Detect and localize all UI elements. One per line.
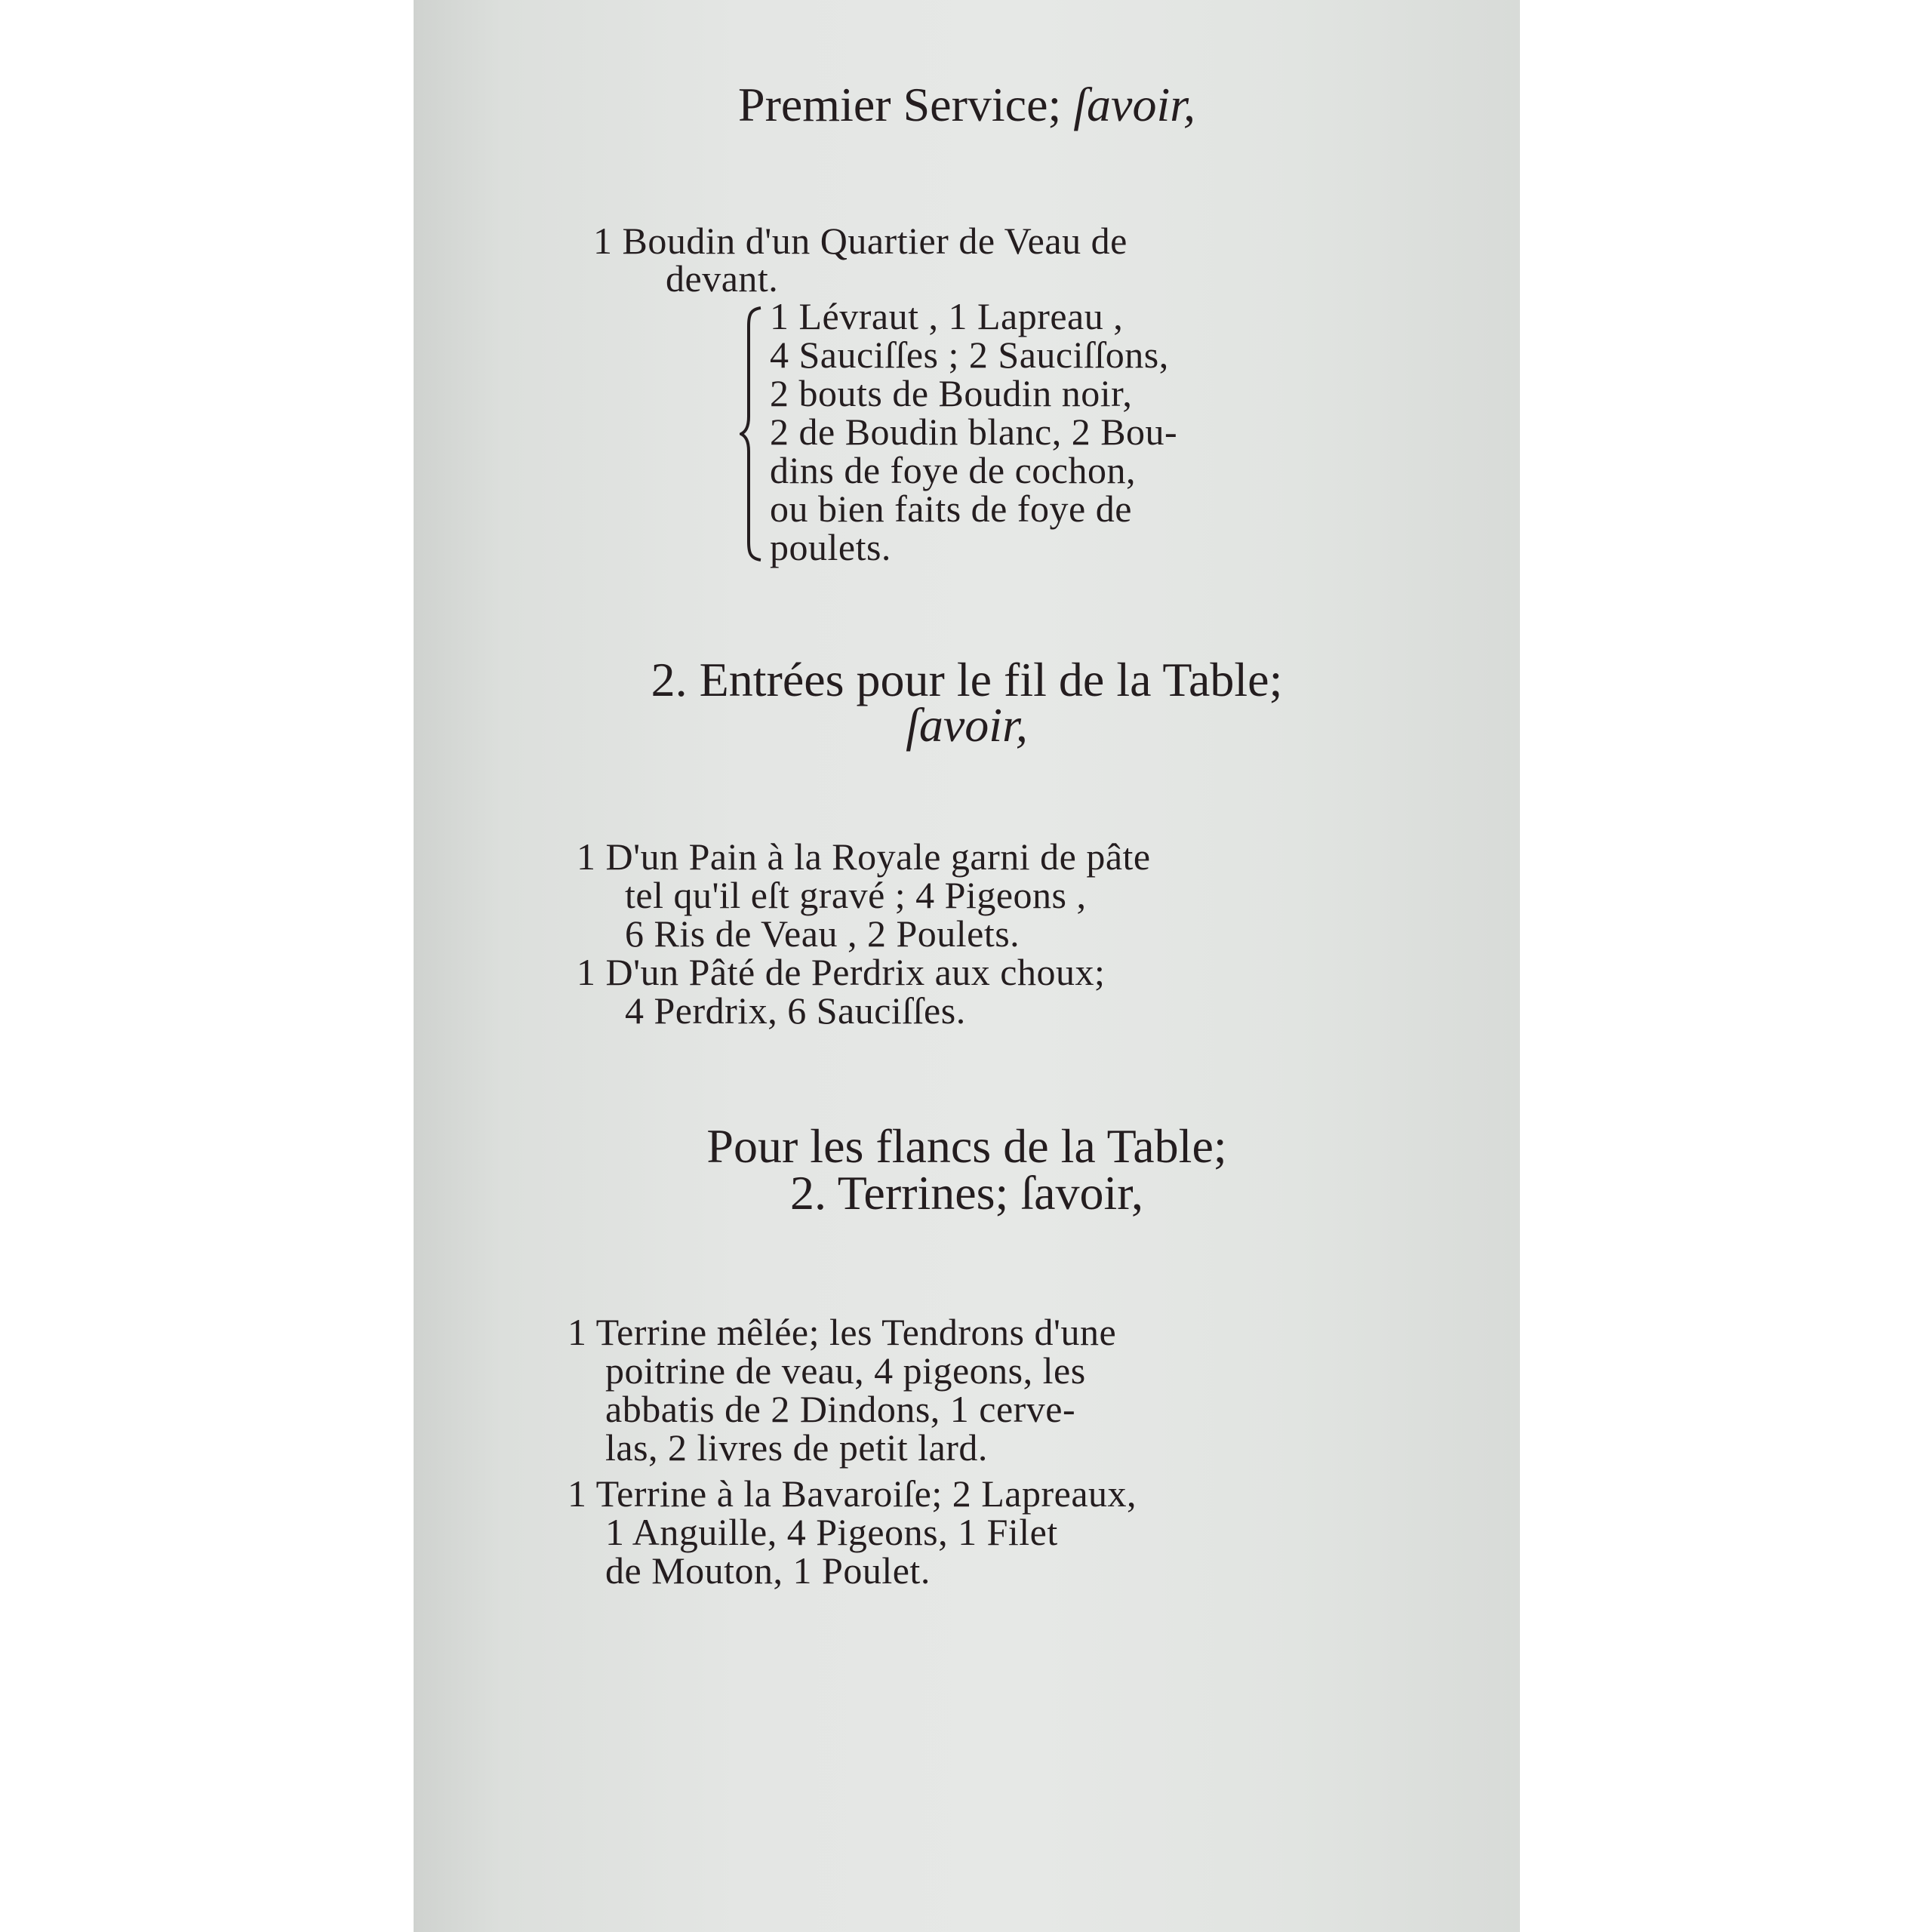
garnish-line: 2 de Boudin blanc, 2 Bou- — [770, 411, 1178, 453]
entrees-heading: 2. Entrées pour le fil de la Table; — [651, 653, 1283, 706]
terrine-line: de Mouton, 1 Poulet. — [605, 1549, 931, 1592]
terrine-item-2 — [568, 1472, 1137, 1592]
boudin-line-2: devant. — [666, 257, 779, 300]
entree-line: 1 D'un Pain à la Royale garni de pâte — [577, 835, 1151, 878]
boudin-line-1: 1 Boudin d'un Quartier de Veau de — [593, 220, 1128, 262]
terrine-line: las, 2 livres de petit lard. — [605, 1426, 988, 1469]
page-title — [414, 78, 1520, 131]
entree-item-2 — [577, 953, 1105, 1030]
garnish-line: poulets. — [770, 526, 891, 568]
garnish-line: ou bien faits de foye de — [770, 488, 1132, 530]
title-main: Premier Service; — [737, 78, 1062, 131]
entree-item-1 — [577, 835, 1151, 955]
flancs-heading: Pour les flancs de la Table; — [706, 1119, 1227, 1173]
garnish-line: dins de foye de cochon, — [770, 449, 1136, 491]
terrine-line: abbatis de 2 Dindons, 1 cerve- — [605, 1388, 1076, 1430]
terrine-line: 1 Terrine mêlée; les Tendrons d'une — [568, 1311, 1117, 1353]
garnish-list — [770, 295, 1178, 568]
entree-line: 4 Perdrix, 6 Sauciſſes. — [625, 989, 966, 1032]
terrine-line: 1 Terrine à la Bavaroiſe; 2 Lapreaux, — [568, 1472, 1137, 1515]
entree-line: 1 D'un Pâté de Perdrix aux choux; — [577, 951, 1106, 993]
entree-line: 6 Ris de Veau , 2 Poulets. — [625, 912, 1020, 955]
terrines-heading: 2. Terrines; ſavoir, — [789, 1166, 1144, 1220]
entrees-heading-savoir: ſavoir, — [906, 698, 1028, 752]
scanned-page — [414, 0, 1520, 1932]
terrine-line: 1 Anguille, 4 Pigeons, 1 Filet — [605, 1511, 1058, 1553]
entree-line: tel qu'il eſt gravé ; 4 Pigeons , — [625, 874, 1087, 916]
terrine-item-1 — [568, 1313, 1116, 1467]
garnish-line: 2 bouts de Boudin noir, — [770, 372, 1133, 414]
garnish-line: 4 Sauciſſes ; 2 Sauciſſons, — [770, 334, 1169, 376]
garnish-line: 1 Lévraut , 1 Lapreau , — [770, 295, 1124, 337]
curly-brace-icon — [740, 303, 770, 565]
terrine-line: poitrine de veau, 4 pigeons, les — [605, 1349, 1086, 1392]
title-italic: ſavoir, — [1073, 78, 1196, 131]
